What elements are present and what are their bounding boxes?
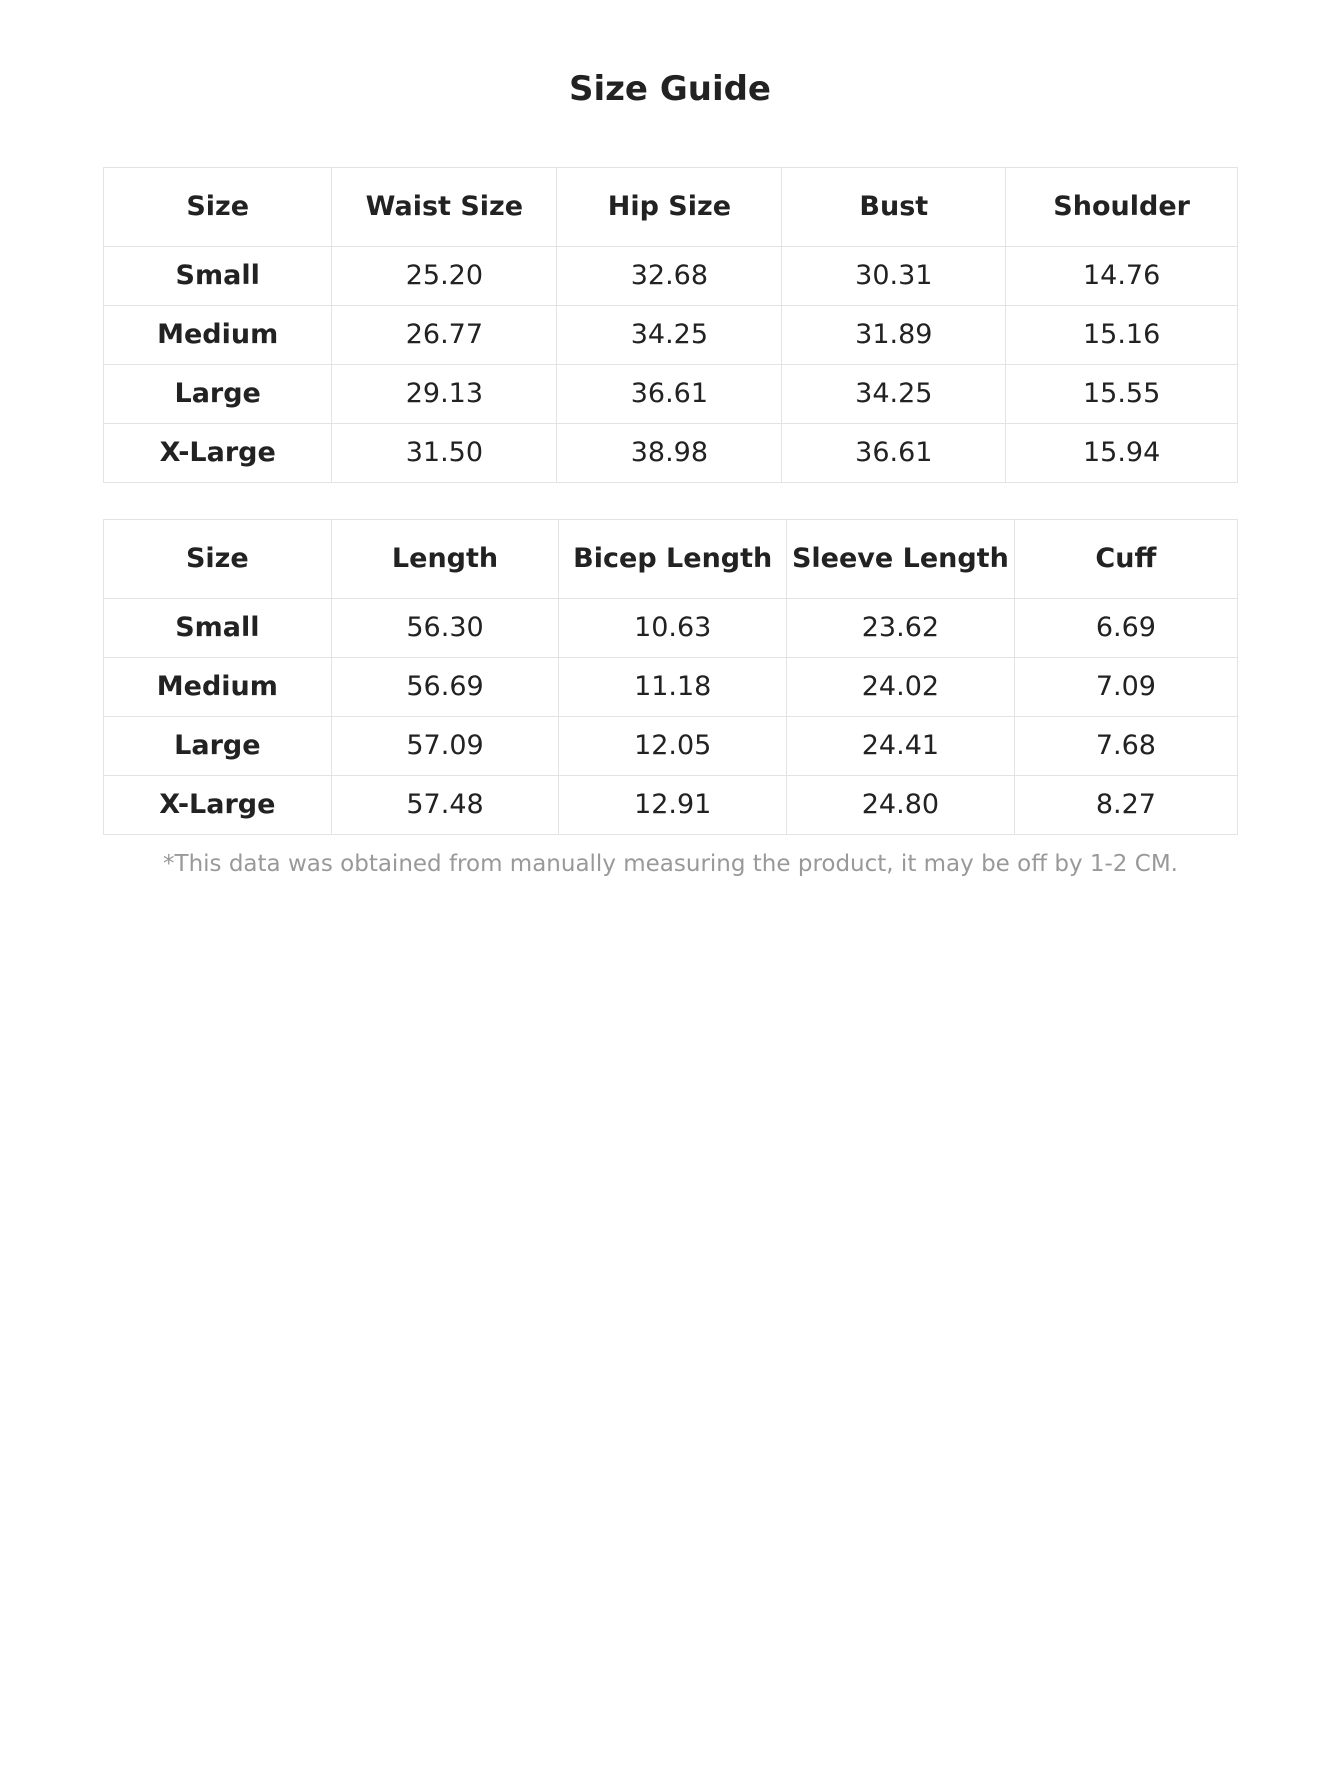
table-cell: 24.80 bbox=[787, 776, 1015, 835]
column-header: Size bbox=[104, 520, 332, 599]
table-cell: 11.18 bbox=[559, 658, 787, 717]
column-header: Sleeve Length bbox=[787, 520, 1015, 599]
table-cell: 8.27 bbox=[1014, 776, 1237, 835]
table-cell: 57.48 bbox=[331, 776, 559, 835]
column-header: Size bbox=[104, 168, 332, 247]
table-row bbox=[104, 658, 1238, 717]
table-cell: 31.89 bbox=[782, 306, 1006, 365]
table-cell: 32.68 bbox=[557, 247, 782, 306]
table-cell: 26.77 bbox=[332, 306, 557, 365]
size-label-cell: Medium bbox=[104, 306, 332, 365]
column-header: Hip Size bbox=[557, 168, 782, 247]
column-header: Bust bbox=[782, 168, 1006, 247]
table-row bbox=[104, 365, 1238, 424]
size-label-cell: Large bbox=[104, 365, 332, 424]
table-cell: 36.61 bbox=[782, 424, 1006, 483]
size-label-cell: Medium bbox=[104, 658, 332, 717]
table-cell: 57.09 bbox=[331, 717, 559, 776]
column-header: Length bbox=[331, 520, 559, 599]
table-cell: 30.31 bbox=[782, 247, 1006, 306]
table-row bbox=[104, 247, 1238, 306]
table-cell: 6.69 bbox=[1014, 599, 1237, 658]
table-cell: 24.02 bbox=[787, 658, 1015, 717]
table-cell: 38.98 bbox=[557, 424, 782, 483]
table-cell: 15.55 bbox=[1006, 365, 1238, 424]
table-cell: 36.61 bbox=[557, 365, 782, 424]
table-cell: 24.41 bbox=[787, 717, 1015, 776]
size-label-cell: X-Large bbox=[104, 776, 332, 835]
body-measurements-table bbox=[103, 167, 1238, 483]
table-cell: 29.13 bbox=[332, 365, 557, 424]
table-cell: 34.25 bbox=[557, 306, 782, 365]
table-cell: 7.68 bbox=[1014, 717, 1237, 776]
table-row bbox=[104, 599, 1238, 658]
size-label-cell: X-Large bbox=[104, 424, 332, 483]
table-row bbox=[104, 776, 1238, 835]
size-label-cell: Large bbox=[104, 717, 332, 776]
table-cell: 23.62 bbox=[787, 599, 1015, 658]
table-cell: 15.16 bbox=[1006, 306, 1238, 365]
table-cell: 25.20 bbox=[332, 247, 557, 306]
measurement-disclaimer: *This data was obtained from manually measuring the product, it may be off by 1-2 CM. bbox=[163, 851, 1178, 877]
table-cell: 12.91 bbox=[559, 776, 787, 835]
table-cell: 12.05 bbox=[559, 717, 787, 776]
table-cell: 56.69 bbox=[331, 658, 559, 717]
table-row bbox=[104, 424, 1238, 483]
table-header-row bbox=[104, 168, 1238, 247]
page-title: Size Guide bbox=[569, 69, 771, 109]
column-header: Waist Size bbox=[332, 168, 557, 247]
garment-measurements-table bbox=[103, 519, 1238, 835]
size-label-cell: Small bbox=[104, 599, 332, 658]
table-cell: 10.63 bbox=[559, 599, 787, 658]
table-header-row bbox=[104, 520, 1238, 599]
column-header: Shoulder bbox=[1006, 168, 1238, 247]
table-row bbox=[104, 717, 1238, 776]
size-label-cell: Small bbox=[104, 247, 332, 306]
table-row bbox=[104, 306, 1238, 365]
column-header: Bicep Length bbox=[559, 520, 787, 599]
table-cell: 56.30 bbox=[331, 599, 559, 658]
table-cell: 31.50 bbox=[332, 424, 557, 483]
table-cell: 34.25 bbox=[782, 365, 1006, 424]
table-cell: 14.76 bbox=[1006, 247, 1238, 306]
column-header: Cuff bbox=[1014, 520, 1237, 599]
table-cell: 15.94 bbox=[1006, 424, 1238, 483]
table-cell: 7.09 bbox=[1014, 658, 1237, 717]
